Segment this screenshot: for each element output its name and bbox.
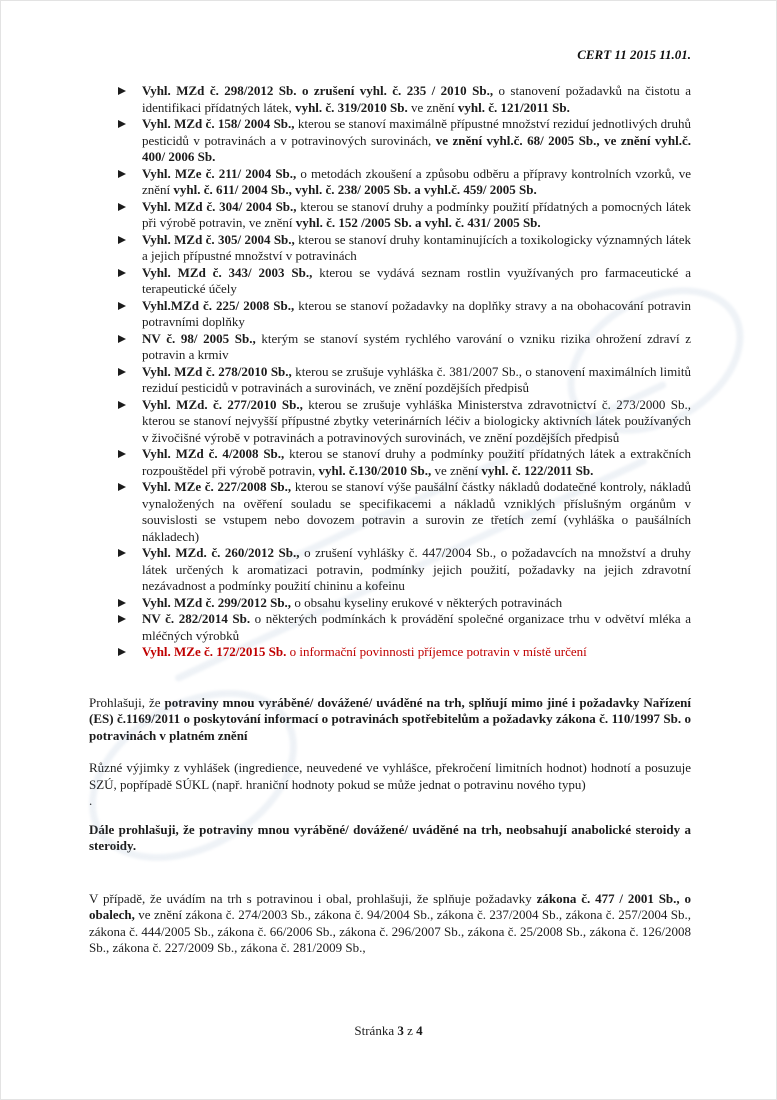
text-segment: Stránka	[354, 1023, 398, 1038]
law-item-text	[142, 479, 691, 544]
header-reference: CERT 11 2015 11.01.	[577, 47, 691, 62]
right-arrowhead-icon	[118, 549, 126, 557]
text-segment: vyhl. č. 611/ 2004 Sb., vyhl. č. 238/ 2005 Sb. a vyhl.č. 459/ 2005 Sb.	[173, 182, 537, 197]
text-segment: Vyhl. MZe č. 211/ 2004 Sb.,	[142, 165, 297, 181]
law-item-text	[142, 166, 691, 198]
text-segment: 3	[397, 1023, 404, 1038]
law-item-text	[142, 298, 691, 330]
law-list-item	[116, 397, 691, 447]
right-arrowhead-icon	[118, 170, 126, 178]
law-item-text	[142, 595, 562, 610]
text-segment: kterou se vydává seznam rostlin využívaných pro farmaceutické a terapeutické účely	[142, 264, 691, 296]
right-arrowhead-icon	[118, 483, 126, 491]
law-list-item	[116, 479, 691, 545]
right-arrowhead-icon	[118, 269, 126, 277]
right-arrowhead-icon	[118, 302, 126, 310]
text-segment: Vyhl. MZd č. 278/2010 Sb.,	[142, 363, 292, 379]
paragraph	[89, 793, 691, 810]
law-item-text	[142, 83, 691, 115]
right-arrowhead-icon	[118, 368, 126, 376]
text-segment: kterou se stanoví požadavky na doplňky stravy a na obohacování potravin potravními doplňky	[142, 297, 691, 329]
law-list-item	[116, 611, 691, 644]
text-segment: o obsahu kyseliny erukové v některých potravinách	[291, 594, 563, 610]
text-segment: kterou se stanoví druhy kontaminujících a toxikologicky významných látek a jejich přípustné množství v potravinách	[142, 231, 691, 263]
law-list-item	[116, 644, 691, 661]
text-segment: ve znění zákona č. 274/2003 Sb., zákona č. 94/2004 Sb., zákona č. 237/2004 Sb., zákona č. 257/2004 Sb., zákona č. 444/2005 Sb., zákona č. 66/2006 Sb., zákona č. 296/2007 Sb., zákona č. 25/2008 Sb., zákona č. 126/2008 Sb., zákona č. 227/2009 Sb., zákona č. 281/2009 Sb.,	[89, 907, 691, 955]
law-list-item	[116, 595, 691, 612]
right-arrowhead-icon	[118, 335, 126, 343]
text-segment: kterým se stanoví systém rychlého varování o vzniku rizika ohrožení zdraví z potravin a krmiv	[142, 330, 691, 362]
right-arrowhead-icon	[118, 236, 126, 244]
text-segment: o metodách zkoušení a způsobu odběru a přípravy kontrolních vzorků, ve znění	[142, 165, 692, 197]
law-item-text	[142, 199, 691, 231]
text-segment: ve znění vyhl.č. 68/ 2005 Sb., ve znění vyhl.č. 400/ 2006 Sb.	[142, 132, 692, 164]
text-segment: V případě, že uvádím na trh s potravinou i obal, prohlašuji, že splňuje požadavky	[89, 890, 537, 906]
right-arrowhead-icon	[118, 615, 126, 623]
law-list-item	[116, 265, 691, 298]
text-segment: kterou se zrušuje vyhláška Ministerstva zdravotnictví č. 273/2000 Sb., kterou se stanoví nejvyšší přípustné zbytky veterinárních léčiv a biologicky aktivních látek používaných v živočišné výrobě v potravinách a potravinových surovinách, ve znění pozdějších předpisů	[142, 396, 691, 445]
text-segment: vyhl. č. 152 /2005 Sb. a vyhl. č. 431/ 2005 Sb.	[295, 215, 541, 230]
text-segment: z	[403, 1023, 417, 1038]
law-list-item	[116, 199, 691, 232]
law-list-item	[116, 298, 691, 331]
text-segment: vyhl. č. 319/2010 Sb.	[295, 99, 408, 115]
law-item-text	[142, 545, 691, 593]
right-arrowhead-icon	[118, 401, 126, 409]
text-segment: Vyhl. MZd č. 299/2012 Sb.,	[142, 594, 292, 610]
text-segment: vyhl. č.130/2010 Sb.,	[318, 462, 432, 478]
paragraph	[89, 822, 691, 855]
text-segment: vyhl. č. 122/2011 Sb.	[481, 462, 594, 478]
text-segment: Vyhl. MZd. č. 277/2010 Sb.,	[142, 396, 303, 412]
law-item-text	[142, 331, 691, 363]
text-segment: zákona č. 477 / 2001 Sb., o obalech,	[89, 890, 691, 922]
text-segment: kterou se zrušuje vyhláška č. 381/2007 Sb., o stanovení maximálních limitů reziduí pesticidů v potravinách a surovinách, ve znění pozdějších předpisů	[142, 363, 691, 395]
text-segment: o informační povinnosti příjemce potravin v místě určení	[286, 644, 587, 659]
law-item-text	[142, 116, 691, 164]
law-list	[116, 83, 691, 661]
law-item-text	[142, 611, 691, 643]
text-segment: kterou se stanoví druhy a podmínky použití přídatných a pomocných látek při výrobě potravin, ve znění	[142, 198, 691, 230]
text-segment: 4	[416, 1023, 423, 1038]
page-footer	[1, 1023, 776, 1039]
text-segment: potraviny mnou vyráběné/ dovážené/ uváděné na trh, splňují mimo jiné i požadavky Nařízení (ES) č.1169/2011 o poskytování informací o potravinách spotřebitelům a požadavky zákona č. 110/1997 Sb. o potravinách v platném znění	[89, 694, 692, 743]
paragraph	[89, 695, 691, 745]
law-list-item	[116, 116, 691, 166]
text-segment: NV č. 98/ 2005 Sb.,	[142, 330, 256, 346]
law-list-item	[116, 83, 691, 116]
text-segment: kterou se stanoví výše paušální částky nákladů dodatečné kontroly, nákladů vynaložených na ověření souladu se specifikacemi a nákladů vzniklých příslušným orgánům v souvislosti se vstupem nebo dovozem potravin a surovin ze třetích zemí (vyhláška o paušálních nákladech)	[142, 479, 691, 544]
law-list-item	[116, 331, 691, 364]
text-segment: ve znění	[407, 99, 458, 115]
text-segment: Vyhl. MZd č. 305/ 2004 Sb.,	[142, 231, 295, 247]
text-segment: Vyhl. MZd č. 158/ 2004 Sb.,	[142, 116, 295, 131]
right-arrowhead-icon	[118, 203, 126, 211]
right-arrowhead-icon	[118, 87, 126, 95]
text-segment: o některých podmínkách k provádění společné organizace trhu v odvětví mléka a mléčných výrobků	[142, 611, 691, 643]
law-list-item	[116, 364, 691, 397]
text-segment: Vyhl. MZe č. 227/2008 Sb.,	[142, 479, 292, 494]
text-segment: kterou se stanoví druhy a podmínky použití přídatných látek a extrakčních rozpouštědel při výrobě potravin,	[142, 446, 691, 478]
right-arrowhead-icon	[118, 648, 126, 656]
law-item-text	[142, 265, 691, 297]
law-list-item	[116, 232, 691, 265]
text-segment: o zrušení vyhlášky č. 447/2004 Sb., o požadavcích na množství a druhy látek určených k aromatizaci potravin, podmínky jejich použití, požadavky na jejich zdravotní nezávadnost a podmínky použití chininu a kofeinu	[142, 545, 691, 593]
law-list-item	[116, 545, 691, 595]
law-list-item	[116, 166, 691, 199]
text-segment: kterou se stanoví maximálně přípustné množství reziduí jednotlivých druhů pesticidů v potravinách a v potravinových surovinách,	[142, 116, 691, 148]
text-segment: Vyhl. MZd č. 304/ 2004 Sb.,	[142, 198, 297, 214]
text-segment: Prohlašuji, že	[89, 694, 165, 710]
law-item-text	[142, 397, 691, 445]
paragraph-section	[89, 695, 691, 957]
text-segment: ve znění	[431, 462, 482, 478]
text-segment: NV č. 282/2014 Sb.	[142, 611, 251, 626]
right-arrowhead-icon	[118, 450, 126, 458]
law-item-text	[142, 644, 587, 659]
law-item-text	[142, 446, 691, 478]
text-segment: o stanovení požadavků na čistotu a identifikaci přídatných látek,	[142, 83, 691, 115]
law-item-text	[142, 232, 691, 264]
paragraph	[89, 891, 691, 957]
text-segment: Vyhl. MZd. č. 260/2012 Sb.,	[142, 545, 300, 560]
right-arrowhead-icon	[118, 599, 126, 607]
text-segment: .	[89, 793, 93, 808]
text-segment: Dále prohlašuji, že potraviny mnou vyráběné/ dovážené/ uváděné na trh, neobsahují anabolické steroidy a steroidy.	[89, 821, 691, 853]
text-segment: Vyhl. MZe č. 172/2015 Sb.	[142, 644, 287, 659]
text-segment: vyhl. č. 121/2011 Sb.	[457, 99, 570, 115]
law-list-item	[116, 446, 691, 479]
text-segment: Vyhl.MZd č. 225/ 2008 Sb.,	[142, 297, 295, 313]
text-segment: Vyhl. MZd č. 4/2008 Sb.,	[142, 446, 285, 461]
text-segment: Vyhl. MZd č. 343/ 2003 Sb.,	[142, 264, 313, 280]
text-segment: Různé výjimky z vyhlášek (ingredience, neuvedené ve vyhlášce, překročení limitních hodnot) hodnotí a posuzuje SZÚ, popřípadě SÚKL (např. hraniční hodnoty pokud se může jednat o potravinu nového typu)	[89, 760, 691, 792]
text-segment: Vyhl. MZd č. 298/2012 Sb. o zrušení vyhl. č. 235 / 2010 Sb.,	[142, 83, 494, 98]
page-footer-text	[354, 1023, 422, 1038]
paragraph	[89, 760, 691, 793]
law-item-text	[142, 364, 691, 396]
right-arrowhead-icon	[118, 120, 126, 128]
